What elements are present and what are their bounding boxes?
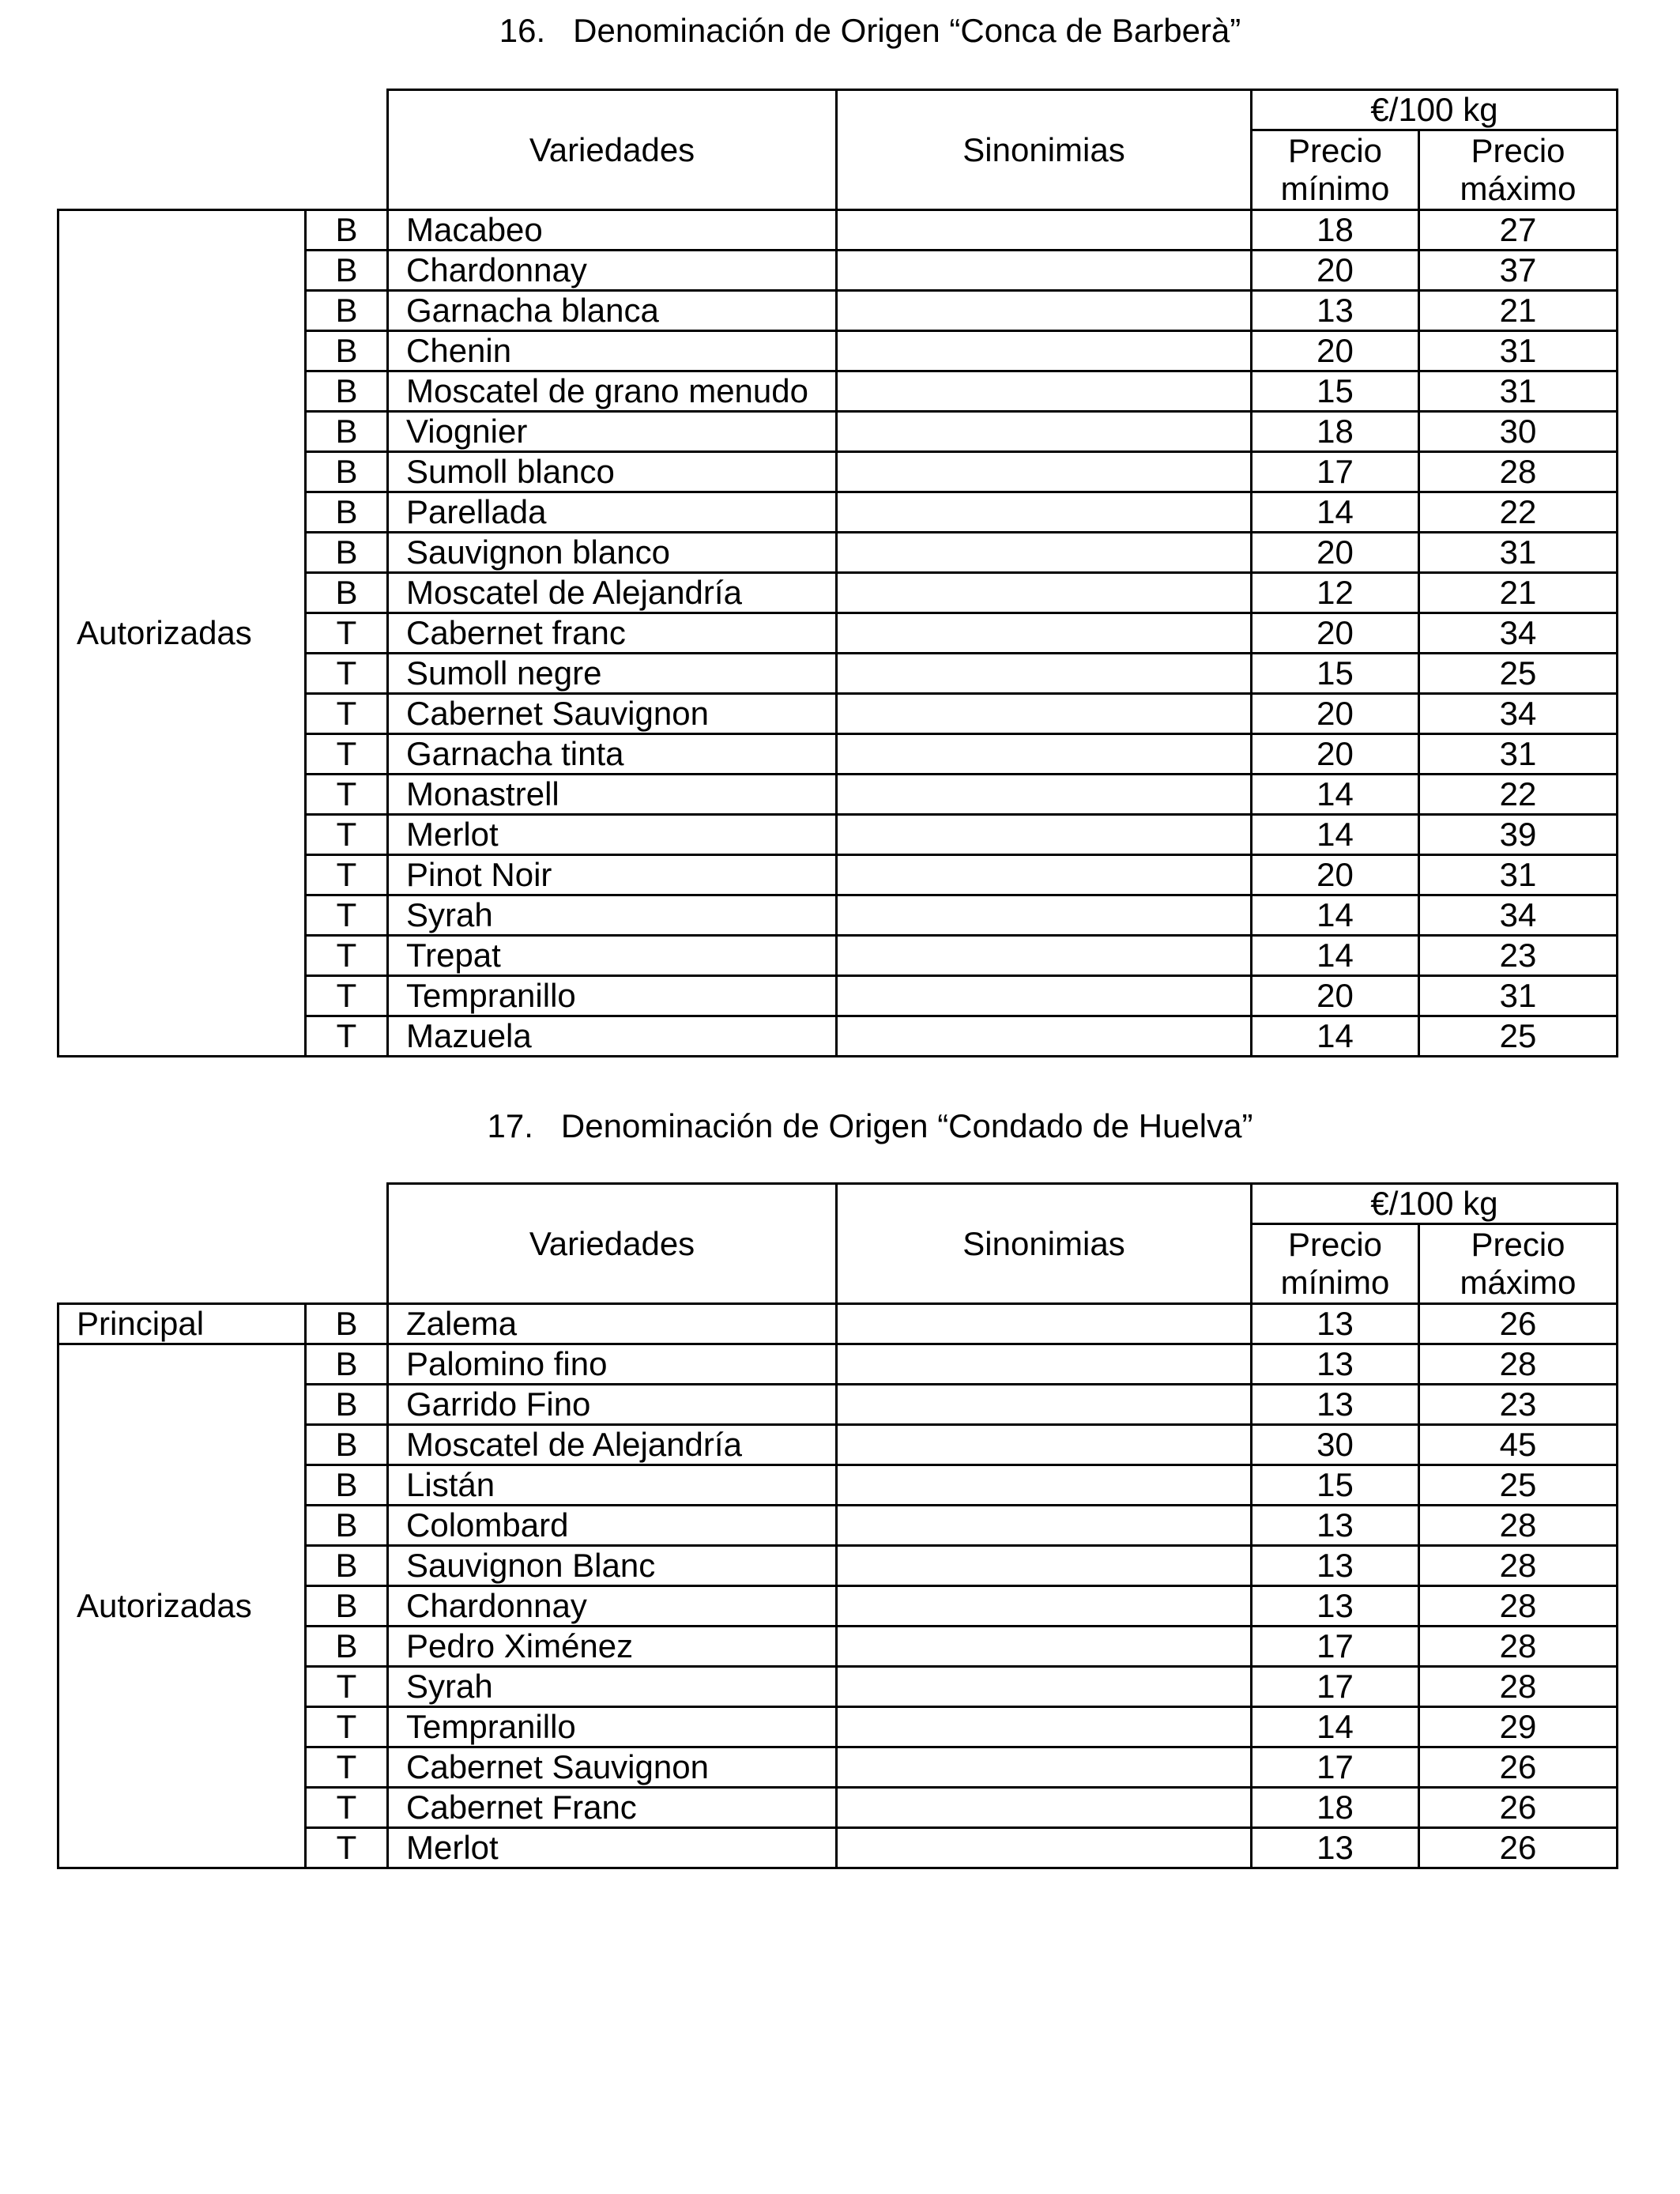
min-price-cell: 20: [1252, 976, 1419, 1016]
synonym-cell: [837, 613, 1252, 654]
varieties-table-conca-de-barbera: [57, 89, 1618, 1057]
max-price-cell: 37: [1419, 251, 1618, 291]
max-price-cell: 28: [1419, 1506, 1618, 1546]
header-sinonimias: Sinonimias: [837, 1184, 1252, 1304]
min-price-cell: 18: [1252, 412, 1419, 452]
color-cell: B: [306, 251, 388, 291]
color-cell: T: [306, 694, 388, 734]
variety-cell: Pinot Noir: [388, 855, 837, 895]
color-cell: B: [306, 371, 388, 412]
min-price-cell: 13: [1252, 1304, 1419, 1344]
min-price-cell: 13: [1252, 1828, 1419, 1868]
min-price-cell: 14: [1252, 775, 1419, 815]
synonym-cell: [837, 371, 1252, 412]
variety-cell: Monastrell: [388, 775, 837, 815]
synonym-cell: [837, 775, 1252, 815]
color-cell: B: [306, 331, 388, 371]
synonym-cell: [837, 1788, 1252, 1828]
header-variedades: Variedades: [388, 1184, 837, 1304]
synonym-cell: [837, 1506, 1252, 1546]
max-price-cell: 23: [1419, 1385, 1618, 1425]
color-cell: T: [306, 1747, 388, 1788]
header-precio-maximo: Precio máximo: [1419, 130, 1618, 210]
table-row: [58, 210, 1618, 251]
min-price-cell: 30: [1252, 1425, 1419, 1465]
min-price-cell: 13: [1252, 1506, 1419, 1546]
min-price-cell: 15: [1252, 1465, 1419, 1506]
max-price-cell: 26: [1419, 1788, 1618, 1828]
max-price-cell: 34: [1419, 694, 1618, 734]
max-price-cell: 31: [1419, 533, 1618, 573]
max-price-cell: 45: [1419, 1425, 1618, 1465]
section-title-17: 17. Denominación de Origen “Condado de Huelva”: [487, 1107, 1253, 1144]
max-price-cell: 26: [1419, 1304, 1618, 1344]
color-cell: B: [306, 412, 388, 452]
max-price-cell: 31: [1419, 855, 1618, 895]
max-price-cell: 31: [1419, 371, 1618, 412]
color-cell: T: [306, 1788, 388, 1828]
min-price-cell: 17: [1252, 1747, 1419, 1788]
min-price-cell: 13: [1252, 1546, 1419, 1586]
header-sinonimias: Sinonimias: [837, 90, 1252, 210]
variety-cell: Listán: [388, 1465, 837, 1506]
color-cell: B: [306, 1506, 388, 1546]
color-cell: B: [306, 1586, 388, 1627]
min-price-cell: 20: [1252, 251, 1419, 291]
synonym-cell: [837, 533, 1252, 573]
synonym-cell: [837, 1344, 1252, 1385]
variety-cell: Chenin: [388, 331, 837, 371]
min-price-cell: 14: [1252, 936, 1419, 976]
header-precio-minimo: Precio mínimo: [1252, 130, 1419, 210]
max-price-cell: 26: [1419, 1747, 1618, 1788]
min-price-cell: 14: [1252, 1016, 1419, 1057]
min-price-cell: 12: [1252, 573, 1419, 613]
synonym-cell: [837, 573, 1252, 613]
variety-cell: Chardonnay: [388, 1586, 837, 1627]
synonym-cell: [837, 734, 1252, 775]
color-cell: B: [306, 452, 388, 492]
max-price-cell: 21: [1419, 291, 1618, 331]
synonym-cell: [837, 331, 1252, 371]
min-price-cell: 13: [1252, 1344, 1419, 1385]
color-cell: B: [306, 1627, 388, 1667]
min-price-cell: 17: [1252, 1667, 1419, 1707]
max-price-cell: 31: [1419, 976, 1618, 1016]
table-body: [58, 210, 1618, 1057]
synonym-cell: [837, 1707, 1252, 1747]
color-cell: T: [306, 654, 388, 694]
color-cell: B: [306, 1344, 388, 1385]
synonym-cell: [837, 1016, 1252, 1057]
max-price-cell: 28: [1419, 1586, 1618, 1627]
variety-cell: Mazuela: [388, 1016, 837, 1057]
max-price-cell: 31: [1419, 331, 1618, 371]
color-cell: T: [306, 936, 388, 976]
min-price-cell: 20: [1252, 331, 1419, 371]
header-blank: [58, 90, 388, 210]
table-body: [58, 1304, 1618, 1868]
table-row: [58, 1344, 1618, 1385]
min-price-cell: 14: [1252, 1707, 1419, 1747]
min-price-cell: 15: [1252, 371, 1419, 412]
header-price-group: €/100 kg: [1252, 1184, 1618, 1224]
synonym-cell: [837, 492, 1252, 533]
max-price-cell: 25: [1419, 1016, 1618, 1057]
max-price-cell: 30: [1419, 412, 1618, 452]
max-price-cell: 26: [1419, 1828, 1618, 1868]
color-cell: T: [306, 734, 388, 775]
header-variedades: Variedades: [388, 90, 837, 210]
synonym-cell: [837, 1425, 1252, 1465]
synonym-cell: [837, 895, 1252, 936]
synonym-cell: [837, 936, 1252, 976]
min-price-cell: 15: [1252, 654, 1419, 694]
max-price-cell: 27: [1419, 210, 1618, 251]
variety-cell: Macabeo: [388, 210, 837, 251]
min-price-cell: 17: [1252, 452, 1419, 492]
variety-cell: Garnacha tinta: [388, 734, 837, 775]
max-price-cell: 39: [1419, 815, 1618, 855]
variety-cell: Colombard: [388, 1506, 837, 1546]
synonym-cell: [837, 210, 1252, 251]
variety-cell: Sauvignon Blanc: [388, 1546, 837, 1586]
variety-cell: Trepat: [388, 936, 837, 976]
color-cell: B: [306, 533, 388, 573]
color-cell: B: [306, 1304, 388, 1344]
color-cell: B: [306, 1385, 388, 1425]
synonym-cell: [837, 1465, 1252, 1506]
color-cell: B: [306, 1425, 388, 1465]
color-cell: T: [306, 815, 388, 855]
max-price-cell: 34: [1419, 613, 1618, 654]
min-price-cell: 17: [1252, 1627, 1419, 1667]
variety-cell: Sumoll blanco: [388, 452, 837, 492]
synonym-cell: [837, 452, 1252, 492]
min-price-cell: 20: [1252, 613, 1419, 654]
variety-cell: Garrido Fino: [388, 1385, 837, 1425]
variety-cell: Pedro Ximénez: [388, 1627, 837, 1667]
color-cell: T: [306, 895, 388, 936]
variety-cell: Viognier: [388, 412, 837, 452]
header-precio-minimo: Precio mínimo: [1252, 1224, 1419, 1304]
color-cell: T: [306, 775, 388, 815]
max-price-cell: 25: [1419, 654, 1618, 694]
color-cell: B: [306, 573, 388, 613]
synonym-cell: [837, 291, 1252, 331]
min-price-cell: 13: [1252, 1385, 1419, 1425]
max-price-cell: 22: [1419, 775, 1618, 815]
table-row: [58, 1304, 1618, 1344]
header-price-group: €/100 kg: [1252, 90, 1618, 130]
color-cell: T: [306, 613, 388, 654]
variety-cell: Sumoll negre: [388, 654, 837, 694]
variety-cell: Syrah: [388, 1667, 837, 1707]
variety-cell: Zalema: [388, 1304, 837, 1344]
max-price-cell: 34: [1419, 895, 1618, 936]
color-cell: B: [306, 492, 388, 533]
max-price-cell: 28: [1419, 1627, 1618, 1667]
variety-cell: Cabernet Sauvignon: [388, 694, 837, 734]
color-cell: B: [306, 1465, 388, 1506]
min-price-cell: 14: [1252, 815, 1419, 855]
color-cell: T: [306, 1707, 388, 1747]
max-price-cell: 28: [1419, 1667, 1618, 1707]
max-price-cell: 28: [1419, 1344, 1618, 1385]
color-cell: T: [306, 1667, 388, 1707]
color-cell: T: [306, 855, 388, 895]
synonym-cell: [837, 654, 1252, 694]
min-price-cell: 20: [1252, 533, 1419, 573]
max-price-cell: 29: [1419, 1707, 1618, 1747]
max-price-cell: 22: [1419, 492, 1618, 533]
max-price-cell: 23: [1419, 936, 1618, 976]
variety-cell: Syrah: [388, 895, 837, 936]
variety-cell: Moscatel de grano menudo: [388, 371, 837, 412]
synonym-cell: [837, 1747, 1252, 1788]
varieties-table-condado-de-huelva: [57, 1182, 1618, 1869]
variety-cell: Parellada: [388, 492, 837, 533]
synonym-cell: [837, 1546, 1252, 1586]
variety-cell: Moscatel de Alejandría: [388, 1425, 837, 1465]
synonym-cell: [837, 412, 1252, 452]
min-price-cell: 14: [1252, 492, 1419, 533]
min-price-cell: 18: [1252, 1788, 1419, 1828]
variety-cell: Tempranillo: [388, 1707, 837, 1747]
min-price-cell: 20: [1252, 734, 1419, 775]
variety-cell: Moscatel de Alejandría: [388, 573, 837, 613]
variety-cell: Merlot: [388, 1828, 837, 1868]
max-price-cell: 21: [1419, 573, 1618, 613]
variety-cell: Chardonnay: [388, 251, 837, 291]
color-cell: B: [306, 291, 388, 331]
min-price-cell: 18: [1252, 210, 1419, 251]
color-cell: B: [306, 1546, 388, 1586]
synonym-cell: [837, 855, 1252, 895]
min-price-cell: 13: [1252, 291, 1419, 331]
variety-cell: Garnacha blanca: [388, 291, 837, 331]
variety-cell: Cabernet Franc: [388, 1788, 837, 1828]
header-blank: [58, 1184, 388, 1304]
color-cell: T: [306, 1828, 388, 1868]
synonym-cell: [837, 1304, 1252, 1344]
group-label: Principal: [58, 1304, 306, 1344]
header-precio-maximo: Precio máximo: [1419, 1224, 1618, 1304]
synonym-cell: [837, 694, 1252, 734]
variety-cell: Cabernet Sauvignon: [388, 1747, 837, 1788]
color-cell: T: [306, 1016, 388, 1057]
synonym-cell: [837, 815, 1252, 855]
min-price-cell: 20: [1252, 855, 1419, 895]
variety-cell: Palomino fino: [388, 1344, 837, 1385]
group-label: Autorizadas: [58, 1344, 306, 1868]
synonym-cell: [837, 1828, 1252, 1868]
min-price-cell: 13: [1252, 1586, 1419, 1627]
synonym-cell: [837, 1385, 1252, 1425]
synonym-cell: [837, 1627, 1252, 1667]
variety-cell: Sauvignon blanco: [388, 533, 837, 573]
color-cell: B: [306, 210, 388, 251]
variety-cell: Merlot: [388, 815, 837, 855]
synonym-cell: [837, 976, 1252, 1016]
max-price-cell: 31: [1419, 734, 1618, 775]
max-price-cell: 25: [1419, 1465, 1618, 1506]
min-price-cell: 20: [1252, 694, 1419, 734]
synonym-cell: [837, 1667, 1252, 1707]
section-title-16: 16. Denominación de Origen “Conca de Barberà”: [499, 12, 1241, 49]
color-cell: T: [306, 976, 388, 1016]
min-price-cell: 14: [1252, 895, 1419, 936]
max-price-cell: 28: [1419, 1546, 1618, 1586]
synonym-cell: [837, 1586, 1252, 1627]
variety-cell: Tempranillo: [388, 976, 837, 1016]
group-label: Autorizadas: [58, 210, 306, 1057]
variety-cell: Cabernet franc: [388, 613, 837, 654]
synonym-cell: [837, 251, 1252, 291]
max-price-cell: 28: [1419, 452, 1618, 492]
